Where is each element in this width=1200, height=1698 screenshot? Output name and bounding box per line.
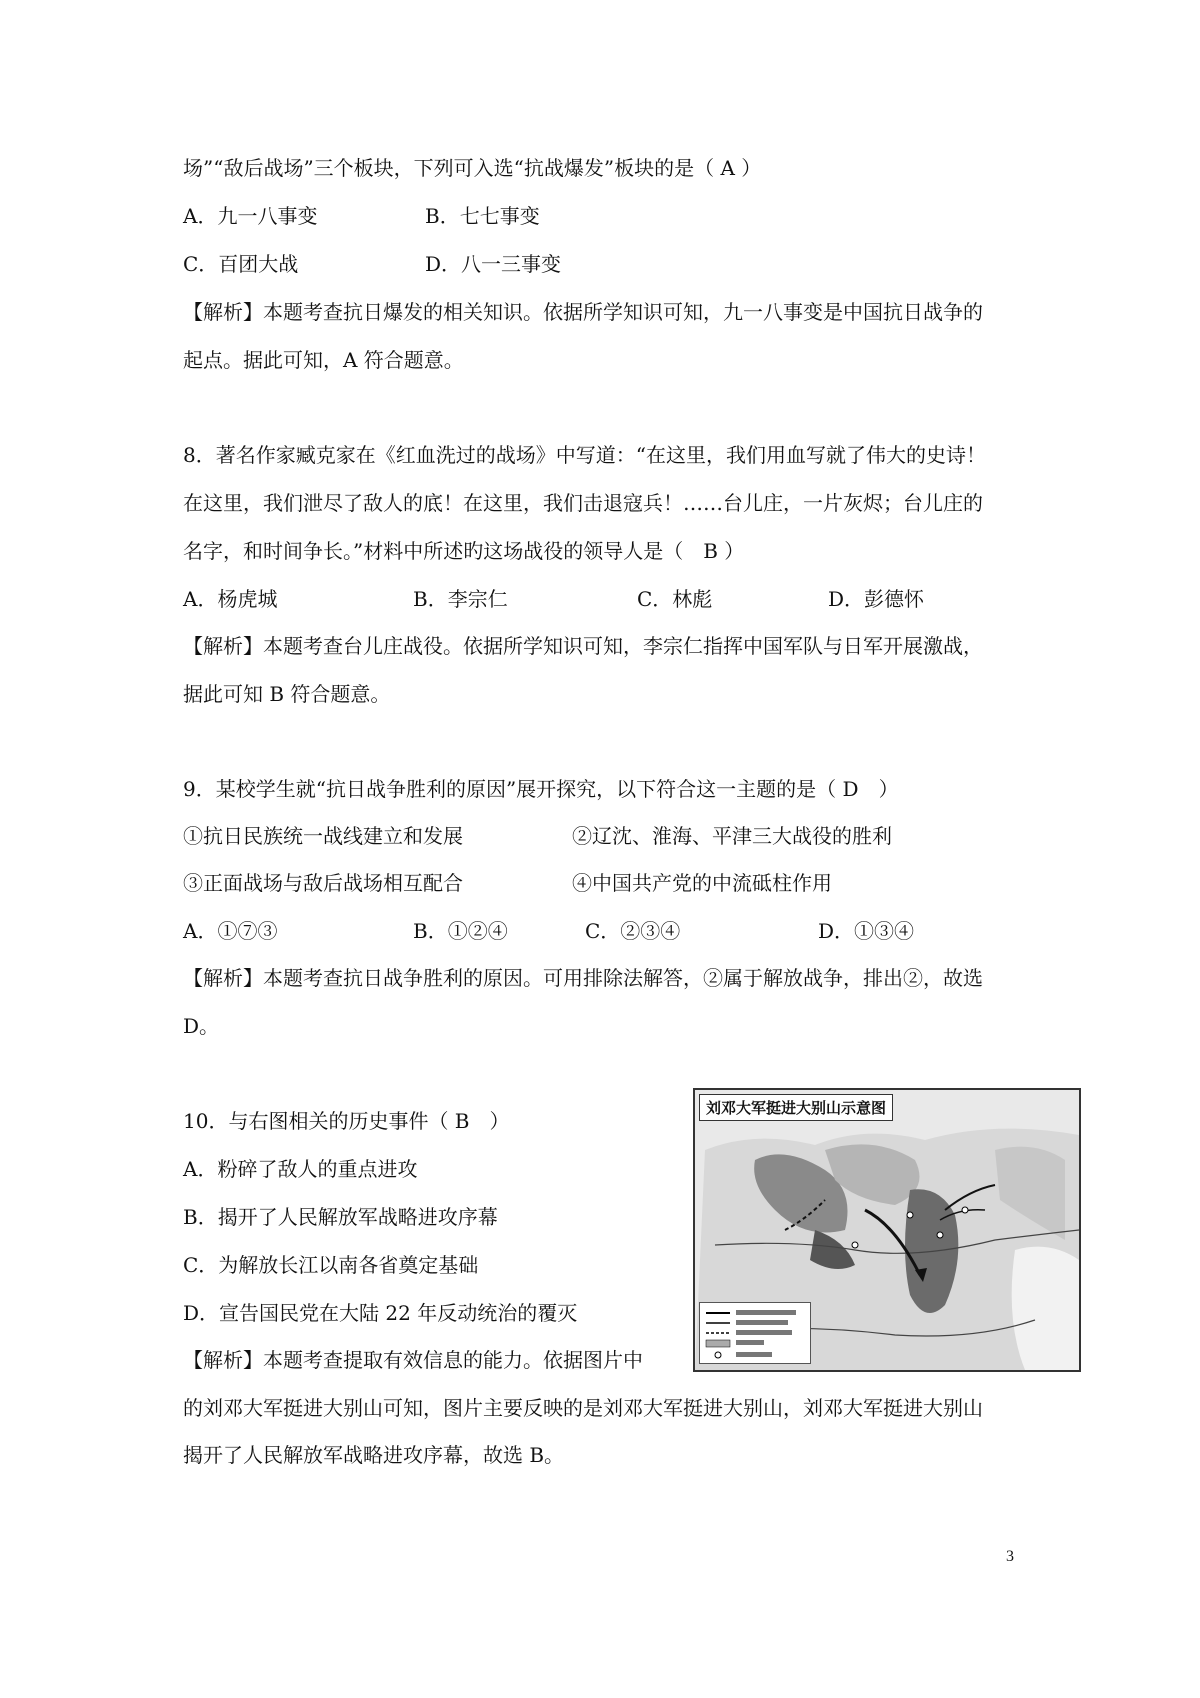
q9-option-d: D．①③④ <box>818 919 915 943</box>
q10-option-c: C．为解放长江以南各省奠定基础 <box>183 1253 479 1277</box>
q10-analysis-cont: 的刘邓大军挺进大别山可知，图片主要反映的是刘邓大军挺进大别山，刘邓大军挺进大别山 <box>183 1396 983 1420</box>
map-title: 刘邓大军挺进大别山示意图 <box>699 1094 893 1121</box>
q9-item-1: ①抗日民族统一战线建立和发展 <box>183 824 463 848</box>
q8-stem-line3: 名字，和时间争长。”材料中所述旳这场战役的领导人是（ B ） <box>183 539 745 563</box>
q10-option-d: D．宣告国民党在大陆 22 年反动统治的覆灭 <box>183 1301 578 1325</box>
q10-analysis: 【解析】本题考查提取有效信息的能力。依据图片中 <box>183 1348 643 1372</box>
q8-stem-line2: 在这里，我们泄尽了敌人的底！在这里，我们击退寇兵！……台儿庄，一片灰烬；台儿庄的 <box>183 491 983 515</box>
page-number: 3 <box>1006 1548 1014 1565</box>
q9-analysis-cont: D。 <box>183 1014 220 1038</box>
q7-option-d: D．八一三事变 <box>425 252 562 276</box>
march-map-figure <box>693 1088 1081 1372</box>
q9-item-3: ③正面战场与敌后战场相互配合 <box>183 871 463 895</box>
q8-option-d: D．彭德怀 <box>828 587 925 611</box>
q8-analysis: 【解析】本题考查台儿庄战役。依据所学知识可知，李宗仁指挥中国军队与日军开展激战， <box>183 634 983 658</box>
q10-stem: 10．与右图相关的历史事件（ B ） <box>183 1109 510 1133</box>
map-legend-graphic <box>700 1303 810 1363</box>
q10-analysis-cont2: 揭开了人民解放军战略进攻序幕，故选 B。 <box>183 1443 565 1467</box>
q10-option-b: B．揭开了人民解放军战略进攻序幕 <box>183 1205 498 1229</box>
map-legend <box>699 1302 811 1364</box>
q7-option-a: A．九一八事变 <box>183 204 318 228</box>
q7-analysis-cont: 起点。据此可知，A 符合题意。 <box>183 348 464 372</box>
q9-option-c: C．②③④ <box>585 919 681 943</box>
q7-option-c: C．百团大战 <box>183 252 299 276</box>
q8-option-b: B．李宗仁 <box>413 587 508 611</box>
q7-option-b: B．七七事变 <box>425 204 540 228</box>
q9-analysis: 【解析】本题考查抗日战争胜利的原因。可用排除法解答，②属于解放战争，排出②，故选 <box>183 966 983 990</box>
q8-stem: 8．著名作家臧克家在《红血洗过的战场》中写道：“在这里，我们用血写就了伟大的史诗！ <box>183 443 986 467</box>
q9-option-a: A．①⑦③ <box>183 919 278 943</box>
q8-option-c: C．林彪 <box>637 587 713 611</box>
q8-option-a: A．杨虎城 <box>183 587 278 611</box>
q7-analysis: 【解析】本题考查抗日爆发的相关知识。依据所学知识可知，九一八事变是中国抗日战争的 <box>183 300 983 324</box>
q10-option-a: A．粉碎了敌人的重点进攻 <box>183 1157 418 1181</box>
q9-stem: 9．某校学生就“抗日战争胜利的原因”展开探究，以下符合这一主题的是（ D ） <box>183 777 899 801</box>
q8-analysis-cont: 据此可知 B 符合题意。 <box>183 682 391 706</box>
q9-option-b: B．①②④ <box>413 919 508 943</box>
q7-stem: 场”“敌后战场”三个板块，下列可入选“抗战爆发”板块的是（ A ） <box>183 156 762 180</box>
q9-item-4: ④中国共产党的中流砥柱作用 <box>572 871 832 895</box>
q9-item-2: ②辽沈、淮海、平津三大战役的胜利 <box>572 824 892 848</box>
